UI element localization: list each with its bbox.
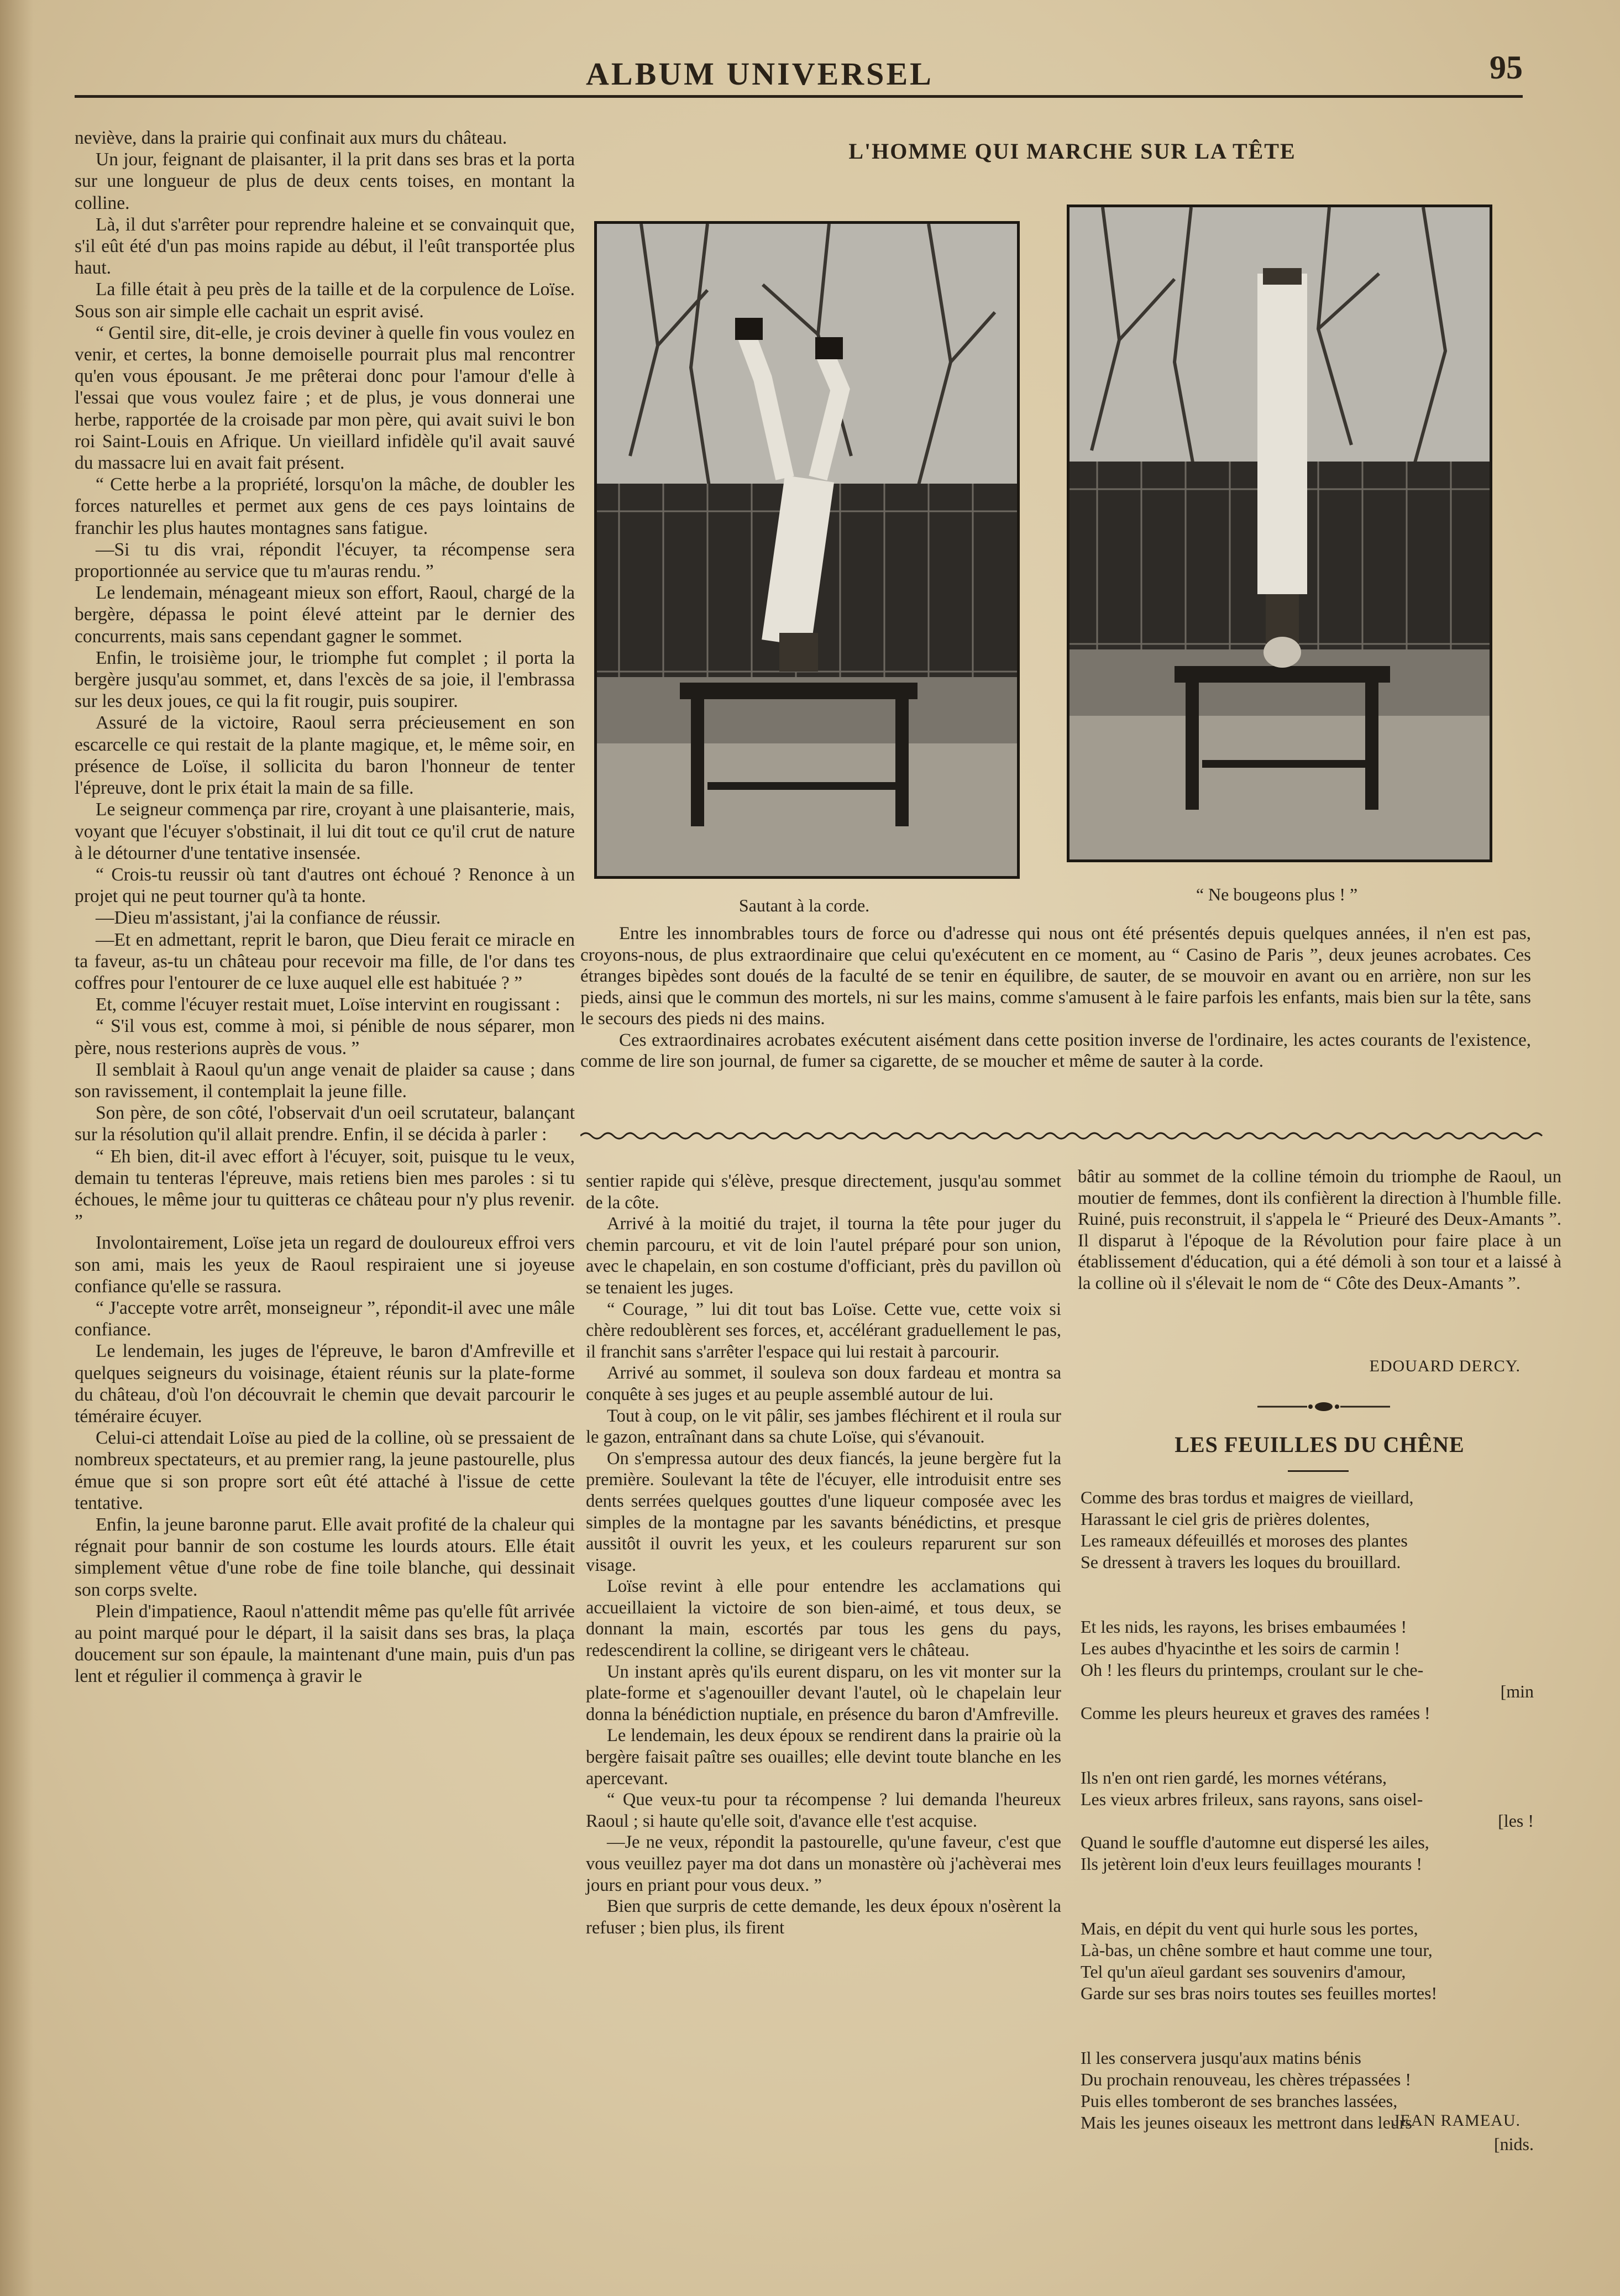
poem-line: Mais, en dépit du vent qui hurle sous les portes,	[1081, 1918, 1418, 1938]
article-body	[580, 923, 1531, 1072]
paragraph: Son père, de son côté, l'observait d'un oeil scrutateur, balançant sur la résolution qu'il allait prendre. Enfin, il se décida à parler :	[75, 1103, 575, 1145]
poem-line: Comme les pleurs heureux et graves des ramées !	[1081, 1703, 1430, 1723]
poem-line: Ils n'en ont rien gardé, les mornes vétérans,	[1081, 1768, 1387, 1787]
poem-line: Mais les jeunes oiseaux les mettront dans leurs	[1081, 2112, 1412, 2132]
photo-standing-still-image	[1069, 207, 1490, 859]
paragraph: Un jour, feignant de plaisanter, il la prit dans ses bras et la porta sur une longueur de plus de deux cents toises, en montant la colline.	[75, 149, 575, 213]
paragraph: “ Crois-tu reussir où tant d'autres ont échoué ? Renonce à un projet qui ne peut tourner qu'à ta honte.	[75, 864, 575, 907]
paragraph: Plein d'impatience, Raoul n'attendit même pas qu'elle fût arrivée au point marqué pour le départ, il la saisit dans ses bras, la plaça doucement sur son épaule, la maintenant d'une main, puis d'un pas lent et régulier il commença à gravir le	[75, 1601, 575, 1687]
paragraph: —Si tu dis vrai, répondit l'écuyer, ta récompense sera proportionnée au service que tu m'auras rendu. ”	[75, 539, 575, 582]
paragraph: bâtir au sommet de la colline témoin du triomphe de Raoul, un moutier de femmes, dont ils confièrent la direction à l'humble fille. Ruiné, puis reconstruit, il s'appela le “ Prieuré des Deux-Amants ”. Il disparut à l'époque de la Révolution pour faire place à un établissement d'éducation, qui a été démoli à son tour et a laissé à la colline où il s'élevait le nom de “ Côte des Deux-Amants ”.	[1078, 1167, 1561, 1293]
paragraph: Un instant après qu'ils eurent disparu, on les vit monter sur la plate-forme et s'agenouiller devant l'autel, où le chapelain leur donna la bénédiction nuptiale, en présence du baron d'Amfreville.	[586, 1661, 1061, 1724]
poem-line: Et les nids, les rayons, les brises embaumées !	[1081, 1617, 1407, 1637]
paragraph: “ J'accepte votre arrêt, monseigneur ”, répondit-il avec une mâle confiance.	[75, 1297, 575, 1340]
paragraph: Le lendemain, les deux époux se rendirent dans la prairie où la bergère faisait paître ses ouailles; elle devint toute blanche en les apercevant.	[586, 1726, 1061, 1789]
poem-line: Quand le souffle d'automne eut dispersé les ailes,	[1081, 1832, 1429, 1852]
paragraph: Entre les innombrables tours de force ou d'adresse qui nous ont été présentés depuis quelques années, il n'en est pas, croyons-nous, de plus extraordinaire que celui qu'exécutent en ce moment, au “ Casino de Paris ”, deux jeunes acrobates. Ces étranges bipèdes sont doués de la faculté de se tenir en équilibre, de sauter, de se mouvoir en avant ou en arrière, non sur les pieds, ainsi que le commun des mortels, ni sur les mains, comme s'amusent à le faire parfois les enfants, mais bien sur la tête, sans le secours des pieds ni des mains.	[580, 924, 1531, 1029]
paragraph: Et, comme l'écuyer restait muet, Loïse intervint en rougissant :	[96, 994, 560, 1015]
photo-jumping-rope-image	[597, 224, 1017, 876]
poem-line: Tel qu'un aïeul gardant ses souvenirs d'amour,	[1081, 1962, 1406, 1982]
stanza-gap	[1081, 1875, 1567, 1918]
paragraph: sentier rapide qui s'élève, presque directement, jusqu'au sommet de la côte.	[586, 1171, 1061, 1213]
page-number: 95	[1490, 49, 1523, 86]
photo-caption-left: Sautant à la corde.	[738, 895, 870, 915]
paragraph: Arrivé au sommet, il souleva son doux fardeau et montra sa conquête à ses juges et au peuple assemblé autour de lui.	[586, 1363, 1061, 1404]
paragraph: Celui-ci attendait Loïse au pied de la colline, où se pressaient de nombreux spectateurs, et au premier rang, la jeune pastourelle, plus émue que si son propre sort eût été attaché à l'issue de cette tentative.	[75, 1428, 575, 1513]
paragraph: Là, il dut s'arrêter pour reprendre haleine et se convainquit que, s'il eût été d'un pas moins rapide au début, il l'eût transportée plus haut.	[75, 214, 575, 279]
paragraph: Ces extraordinaires acrobates exécutent aisément dans cette position inverse de l'ordinaire, les actes courants de l'existence, comme de lire son journal, de fumer sa cigarette, de se moucher et même de sauter à la corde.	[580, 1030, 1531, 1071]
poem-title-rule	[1288, 1470, 1349, 1472]
ornament-divider	[1257, 1398, 1390, 1415]
paragraph: La fille était à peu près de la taille et de la corpulence de Loïse. Sous son air simple elle cachait un esprit avisé.	[75, 279, 575, 322]
paragraph: Involontairement, Loïse jeta un regard de douloureux effroi vers son ami, mais les yeux de Raoul respiraient une si joyeuse confiance qu'elle se rassura.	[75, 1233, 575, 1297]
poem-line: Garde sur ses bras noirs toutes ses feuilles mortes!	[1081, 1983, 1438, 2003]
paragraph: “ Eh bien, dit-il avec effort à l'écuyer, soit, puisque tu le veux, demain tu tenteras l'épreuve, mais retiens bien mes paroles : si tu échoues, le même jour tu quitteras ce château pour n'y plus revenir. ”	[75, 1146, 575, 1232]
paragraph: Loïse revint à elle pour entendre les acclamations qui accueillaient la victoire de son bien-aimé, et tous deux, se donnant la main, escortés par tous les gens du pays, redescendirent la colline, se dirigeant vers le château.	[586, 1576, 1061, 1661]
paragraph: “ Courage, ” lui dit tout bas Loïse. Cette vue, cette voix si chère redoublèrent ses forces, et, accélérant graduellement le pas, il franchit sans s'arrêter l'espace qui lui restait à parcourir.	[586, 1299, 1061, 1362]
paragraph: “ Cette herbe a la propriété, lorsqu'on la mâche, de doubler les forces naturelles et permet aux gens de ces pays lointains de franchir les plus hautes montagnes sans fatigue.	[75, 474, 575, 538]
stanza-gap	[1081, 2004, 1567, 2047]
poem-title: LES FEUILLES DU CHÊNE	[1175, 1432, 1465, 1457]
stanza-gap	[1081, 1724, 1567, 1767]
middle-column-story	[586, 1171, 1061, 1938]
paragraph: “ Gentil sire, dit-elle, je crois deviner à quelle fin vous voulez en venir, et certes, la bonne demoiselle pourrait plus mal rencontrer qu'en vous épousant. Je me prêterai donc pour l'amour d'elle à l'essai que vous voulez faire ; et de plus, je vous donnerai une herbe, rapportée de la croisade par mon père, qui avait suivi le bon roi Saint-Louis en Afrique. Un vieillard infidèle qu'il avait sauvé du massacre lui en avait fait présent.	[75, 322, 575, 474]
paragraph: Le lendemain, les juges de l'épreuve, le baron d'Amfreville et quelques seigneurs du voisinage, étaient réunis sur la plate-forme du château, d'où l'on découvrait le chemin que devait parcourir le téméraire écuyer.	[75, 1341, 575, 1427]
poem-line: Du prochain renouveau, les chères trépassées !	[1081, 2069, 1411, 2089]
poem-line: Harassant le ciel gris de prières dolentes,	[1081, 1509, 1370, 1529]
stanza-gap	[1081, 1573, 1567, 1616]
paragraph: Enfin, le troisième jour, le triomphe fut complet ; il porta la bergère jusqu'au sommet, et, dans l'excès de sa joie, il l'embrassa sur les deux joues, ce qui la fit rougir, puis soupirer.	[75, 647, 575, 712]
poem-line-continuation: [les !	[1498, 1811, 1534, 1831]
poem-line: Les aubes d'hyacinthe et les soirs de carmin !	[1081, 1638, 1401, 1658]
photo-caption-right: “ Ne bougeons plus ! ”	[1196, 884, 1358, 904]
article-title: L'HOMME QUI MARCHE SUR LA TÊTE	[848, 139, 1296, 164]
publication-title: ALBUM UNIVERSEL	[586, 56, 934, 92]
paragraph: Le lendemain, ménageant mieux son effort, Raoul, chargé de la bergère, dépassa le point élevé atteint par le dernier des concurrents, mais sans cependant gagner le sommet.	[75, 583, 575, 647]
poem-line-continuation: [min	[1500, 1681, 1534, 1701]
paragraph: Le seigneur commença par rire, croyant à une plaisanterie, mais, voyant que l'écuyer s'obstinait, il lui dit tout ce qu'il crut de nature à le détourner d'une tentative insensée.	[75, 799, 575, 863]
paragraph: —Et en admettant, reprit le baron, que Dieu ferait ce miracle en ta faveur, as-tu un château pour recevoir ma fille, de l'or dans tes coffres pour l'entourer de ce luxe auquel elle est habituée ? ”	[75, 929, 575, 993]
poem-line: Là-bas, un chêne sombre et haut comme une tour,	[1081, 1940, 1433, 1960]
poem-line: Se dressent à travers les loques du brouillard.	[1081, 1552, 1401, 1572]
paragraph: Arrivé à la moitié du trajet, il tourna la tête pour juger du chemin parcouru, et vit de loin l'autel préparé pour son union, avec le chapelain, en son costume d'officiant, près du pavillon où se tenaient les juges.	[586, 1214, 1061, 1298]
paragraph: Tout à coup, on le vit pâlir, ses jambes fléchirent et il roula sur le gazon, entraînant dans sa chute Loïse, qui s'évanouit.	[586, 1406, 1061, 1448]
paragraph: On s'empressa autour des deux fiancés, la jeune bergère fut la première. Soulevant la tête de l'écuyer, elle introduisit entre ses dents serrées quelques gouttes d'une liqueur composée avec les simples de la montagne par les savants bénédictins, et presque aussitôt il ouvrit les yeux, et les couleurs reparurent sur son visage.	[586, 1448, 1061, 1575]
poem-line: Ils jetèrent loin d'eux leurs feuillages mourants !	[1081, 1854, 1423, 1874]
paragraph: Assuré de la victoire, Raoul serra précieusement en son escarcelle ce qui restait de la plante magique, et, le même soir, en présence de Loïse, il sollicita du baron l'honneur de tenter l'épreuve, dont le prix était la main de sa fille.	[75, 712, 575, 799]
paragraph: —Dieu m'assistant, j'ai la confiance de réussir.	[96, 908, 441, 929]
author-signature-dercy: EDOUARD DERCY.	[1369, 1357, 1521, 1375]
paragraph: Il semblait à Raoul qu'un ange venait de plaider sa cause ; dans son ravissement, il contemplait la jeune fille.	[75, 1059, 575, 1102]
poem-line: Comme des bras tordus et maigres de vieillard,	[1081, 1487, 1414, 1507]
author-signature-rameau: JEAN RAMEAU.	[1393, 2111, 1521, 2130]
paragraph: “ Que veux-tu pour ta récompense ? lui demanda l'heureux Raoul ; si haute qu'elle soit, d'avance elle t'est acquise.	[586, 1790, 1061, 1831]
wavy-divider	[580, 1128, 1548, 1144]
paragraph: neviève, dans la prairie qui confinait aux murs du château.	[75, 128, 507, 148]
poem-line-continuation: [nids.	[1494, 2134, 1534, 2154]
page-edge-shadow	[0, 0, 33, 2296]
right-column-story	[1078, 1166, 1561, 1294]
paragraph: Enfin, la jeune baronne parut. Elle avait profité de la chaleur qui régnait pour bannir de son costume les lourds atours. Elle était simplement vêtue d'une robe de fine toile blanche, qui dessinait son corps svelte.	[75, 1514, 575, 1600]
photo-standing-still	[1067, 205, 1492, 862]
poem-line: Les vieux arbres frileux, sans rayons, sans oisel-	[1081, 1789, 1423, 1809]
header-rule	[75, 95, 1523, 98]
masthead	[75, 43, 1523, 98]
paragraph: “ S'il vous est, comme à moi, si pénible de nous séparer, mon père, nous resterions auprès de vous. ”	[75, 1016, 575, 1058]
poem-line: Puis elles tomberont de ses branches lassées,	[1081, 2091, 1398, 2111]
left-column-story	[75, 127, 575, 1687]
poem-line: Oh ! les fleurs du printemps, croulant sur le che-	[1081, 1660, 1424, 1680]
poem-line: Il les conservera jusqu'aux matins bénis	[1081, 2048, 1361, 2068]
photo-jumping-rope	[594, 221, 1020, 879]
paragraph: —Je ne veux, répondit la pastourelle, qu'une faveur, c'est que vous veuillez payer ma dot dans un monastère où j'achèverai mes jours en priant pour vous deux. ”	[586, 1832, 1061, 1895]
paragraph: Bien que surpris de cette demande, les deux époux n'osèrent la refuser ; bien plus, ils firent	[586, 1896, 1061, 1938]
poem-body	[1081, 1487, 1567, 2155]
poem-line: Les rameaux défeuillés et moroses des plantes	[1081, 1530, 1408, 1550]
